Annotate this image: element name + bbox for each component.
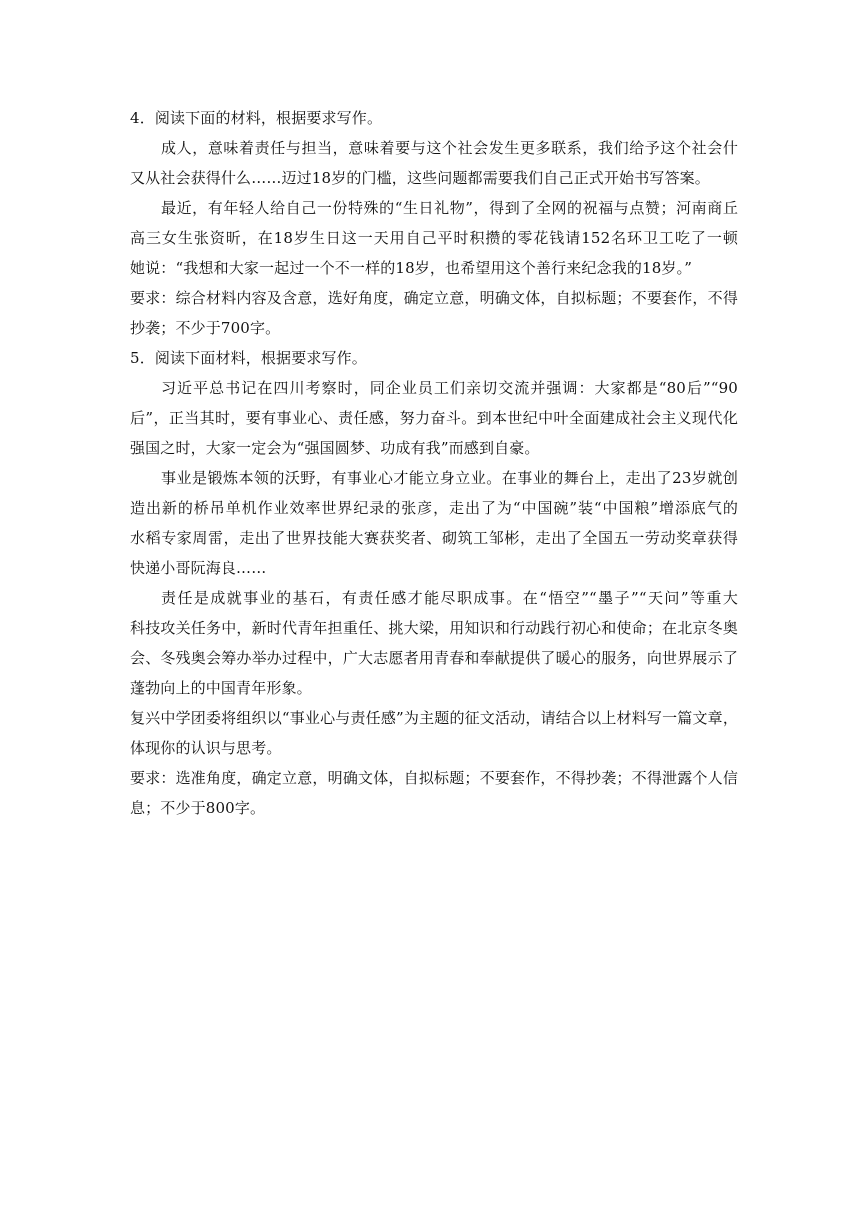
q5-paragraph-1-line-1: 习近平总书记在四川考察时，同企业员工们亲切交流并强调：大家都是“80后”“90: [161, 379, 738, 397]
q5-paragraph-2-line-3: 水稻专家周雷，走出了世界技能大赛获奖者、砌筑工邹彬，走出了全国五一劳动奖章获得: [130, 529, 738, 547]
question-5-title: 5．阅读下面材料，根据要求写作。: [130, 349, 367, 367]
q5-task-line-1: 复兴中学团委将组织以“事业心与责任感”为主题的征文活动，请结合以上材料写一篇文章，: [130, 709, 738, 727]
q4-paragraph-2-line-1: 最近，有年轻人给自己一份特殊的“生日礼物”，得到了全网的祝福与点赞；河南商丘: [161, 199, 738, 217]
q5-requirement-line-1: 要求：选准角度，确定立意，明确文体，自拟标题；不要套作，不得抄袭；不得泄露个人信: [130, 769, 738, 787]
q4-paragraph-1-line-1: 成人，意味着责任与担当，意味着要与这个社会发生更多联系，我们给予这个社会什: [161, 139, 738, 157]
q5-paragraph-1-line-3: 强国之时，大家一定会为“强国圆梦、功成有我”而感到自豪。: [130, 439, 540, 457]
q5-paragraph-3-line-4: 蓬勃向上的中国青年形象。: [130, 679, 312, 697]
q5-paragraph-2-line-4: 快递小哥阮海良……: [130, 559, 267, 577]
q5-paragraph-3-line-3: 会、冬残奥会筹办举办过程中，广大志愿者用青春和奉献提供了暖心的服务，向世界展示了: [130, 649, 738, 667]
q5-paragraph-3-line-2: 科技攻关任务中，新时代青年担重任、挑大梁，用知识和行动践行初心和使命；在北京冬奥: [130, 619, 738, 637]
q4-paragraph-1-line-2: 又从社会获得什么……迈过18岁的门槛，这些问题都需要我们自己正式开始书写答案。: [130, 169, 710, 187]
q5-paragraph-2-line-1: 事业是锻炼本领的沃野，有事业心才能立身立业。在事业的舞台上，走出了23岁就创: [161, 469, 738, 487]
q5-paragraph-2-line-2: 造出新的桥吊单机作业效率世界纪录的张彦，走出了为“中国碗”装“中国粮”增添底气的: [130, 499, 738, 517]
question-4-title: 4．阅读下面的材料，根据要求写作。: [130, 109, 383, 127]
document-page: [130, 109, 738, 829]
q5-requirement-line-2: 息；不少于800字。: [130, 799, 266, 817]
q5-paragraph-3-line-1: 责任是成就事业的基石，有责任感才能尽职成事。在“悟空”“墨子”“天问”等重大: [161, 589, 738, 607]
q4-requirement-line-2: 抄袭；不少于700字。: [130, 319, 281, 337]
q4-requirement-line-1: 要求：综合材料内容及含意，选好角度，确定立意，明确文体，自拟标题；不要套作，不得: [130, 289, 738, 307]
q4-paragraph-2-line-3: 她说：“我想和大家一起过一个不一样的18岁，也希望用这个善行来纪念我的18岁。”: [130, 259, 693, 277]
q5-task-line-2: 体现你的认识与思考。: [130, 739, 282, 757]
q5-paragraph-1-line-2: 后”，正当其时，要有事业心、责任感，努力奋斗。到本世纪中叶全面建成社会主义现代化: [130, 409, 738, 427]
q4-paragraph-2-line-2: 高三女生张资昕，在18岁生日这一天用自己平时积攒的零花钱请152名环卫工吃了一顿: [130, 229, 738, 247]
